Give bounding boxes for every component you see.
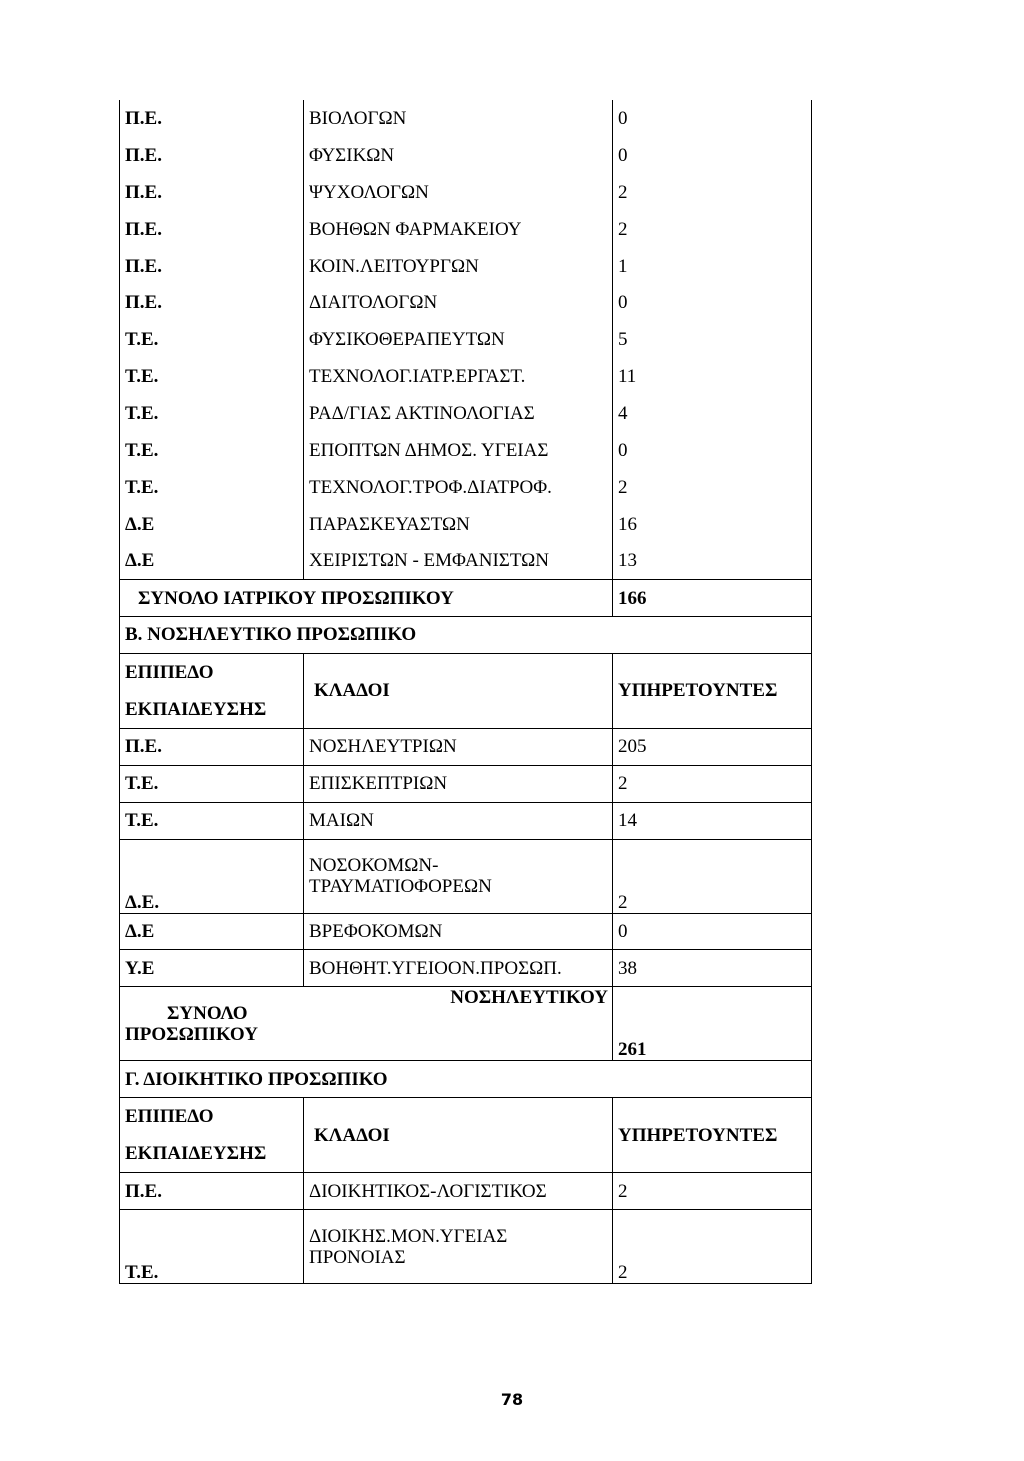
branch-cell: ΤΕΧΝΟΛΟΓ.ΙΑΤΡ.ΕΡΓΑΣΤ. — [304, 358, 613, 395]
branch-line2: ΤΡΑΥΜΑΤΙΟΦΟΡΕΩΝ — [309, 876, 492, 898]
level-cell: Τ.Ε. — [120, 395, 304, 432]
medical-total-row — [120, 580, 812, 617]
page-number: 78 — [500, 1390, 524, 1409]
branch-line2: ΠΡΟΝΟΙΑΣ — [309, 1246, 406, 1268]
table-row — [120, 469, 812, 506]
count-cell: 2 — [613, 839, 812, 913]
count-cell: 13 — [613, 543, 812, 580]
count-cell: 2 — [613, 1210, 812, 1284]
total-word3: ΠΡΟΣΩΠΙΚΟΥ — [125, 1023, 258, 1045]
count-cell: 5 — [613, 321, 812, 358]
table-row — [120, 284, 812, 321]
table-row — [120, 950, 812, 987]
total-word1: ΣΥΝΟΛΟ — [167, 1002, 248, 1024]
level-cell: Π.Ε. — [120, 1173, 304, 1210]
branch-cell: ΜΑΙΩΝ — [304, 802, 613, 839]
count-cell: 0 — [613, 284, 812, 321]
count-header: ΥΠΗΡΕΤΟΥΝΤΕΣ — [613, 653, 812, 728]
count-cell: 2 — [613, 765, 812, 802]
section-title-row — [120, 1061, 812, 1098]
count-header: ΥΠΗΡΕΤΟΥΝΤΕΣ — [613, 1098, 812, 1173]
level-cell: Δ.Ε — [120, 506, 304, 543]
table-row — [120, 839, 812, 913]
level-header-line1: ΕΠΙΠΕΔΟ — [125, 661, 214, 683]
count-cell: 205 — [613, 728, 812, 765]
count-cell: 2 — [613, 174, 812, 211]
table-row — [120, 174, 812, 211]
medical-total-label: ΣΥΝΟΛΟ ΙΑΤΡΙΚΟΥ ΠΡΟΣΩΠΙΚΟΥ — [120, 580, 613, 617]
level-header-line1: ΕΠΙΠΕΔΟ — [125, 1106, 214, 1128]
level-header — [120, 653, 304, 728]
count-cell: 2 — [613, 1173, 812, 1210]
level-cell: Π.Ε. — [120, 248, 304, 285]
branch-cell — [304, 1210, 613, 1284]
table-row — [120, 543, 812, 580]
branch-cell: ΠΑΡΑΣΚΕΥΑΣΤΩΝ — [304, 506, 613, 543]
level-cell: Π.Ε. — [120, 174, 304, 211]
branch-cell: ΨΥΧΟΛΟΓΩΝ — [304, 174, 613, 211]
branch-cell: ΦΥΣΙΚΩΝ — [304, 137, 613, 174]
level-cell: Π.Ε. — [120, 137, 304, 174]
total-word2: ΝΟΣΗΛΕΥΤΙΚΟΥ — [450, 987, 608, 1009]
level-cell: Π.Ε. — [120, 100, 304, 137]
branch-cell: ΔΙΑΙΤΟΛΟΓΩΝ — [304, 284, 613, 321]
table-row — [120, 321, 812, 358]
branch-cell: ΒΟΗΘΩΝ ΦΑΡΜΑΚΕΙΟΥ — [304, 211, 613, 248]
count-cell: 38 — [613, 950, 812, 987]
level-cell: Δ.Ε — [120, 913, 304, 950]
branch-cell: ΝΟΣΗΛΕΥΤΡΙΩΝ — [304, 728, 613, 765]
level-header-line2: ΕΚΠΑΙΔΕΥΣΗΣ — [125, 698, 267, 720]
table-row — [120, 137, 812, 174]
table-header-row — [120, 1098, 812, 1173]
level-cell: Τ.Ε. — [120, 432, 304, 469]
nursing-section-title: Β. ΝΟΣΗΛΕΥΤΙΚΟ ΠΡΟΣΩΠΙΚΟ — [120, 616, 812, 653]
nursing-total-value: 261 — [613, 987, 812, 1061]
branch-cell: ΒΡΕΦΟΚΟΜΩΝ — [304, 913, 613, 950]
branch-cell: ΡΑΔ/ΓΙΑΣ ΑΚΤΙΝΟΛΟΓΙΑΣ — [304, 395, 613, 432]
level-cell: Δ.Ε — [120, 543, 304, 580]
level-cell: Δ.Ε. — [120, 839, 304, 913]
table-row — [120, 1173, 812, 1210]
branch-header: ΚΛΑΔΟΙ — [304, 1098, 613, 1173]
level-cell: Τ.Ε. — [120, 802, 304, 839]
staff-table — [119, 100, 812, 1284]
count-cell: 1 — [613, 248, 812, 285]
count-cell: 2 — [613, 211, 812, 248]
count-cell: 11 — [613, 358, 812, 395]
level-cell: Υ.Ε — [120, 950, 304, 987]
branch-cell: ΕΠΙΣΚΕΠΤΡΙΩΝ — [304, 765, 613, 802]
branch-cell: ΦΥΣΙΚΟΘΕΡΑΠΕΥΤΩΝ — [304, 321, 613, 358]
level-cell: Τ.Ε. — [120, 321, 304, 358]
level-cell: Τ.Ε. — [120, 469, 304, 506]
staff-table-body — [120, 100, 812, 1284]
branch-cell: ΒΟΗΘΗΤ.ΥΓΕΙΟΟΝ.ΠΡΟΣΩΠ. — [304, 950, 613, 987]
count-cell: 0 — [613, 432, 812, 469]
table-row — [120, 100, 812, 137]
count-cell: 0 — [613, 100, 812, 137]
branch-cell: ΧΕΙΡΙΣΤΩΝ - ΕΜΦΑΝΙΣΤΩΝ — [304, 543, 613, 580]
branch-cell: ΤΕΧΝΟΛΟΓ.ΤΡΟΦ.ΔΙΑΤΡΟΦ. — [304, 469, 613, 506]
level-cell: Π.Ε. — [120, 284, 304, 321]
count-cell: 0 — [613, 913, 812, 950]
level-cell: Π.Ε. — [120, 211, 304, 248]
branch-cell: ΚΟΙΝ.ΛΕΙΤΟΥΡΓΩΝ — [304, 248, 613, 285]
table-row — [120, 395, 812, 432]
level-cell: Τ.Ε. — [120, 358, 304, 395]
count-cell: 16 — [613, 506, 812, 543]
table-row — [120, 432, 812, 469]
table-row — [120, 211, 812, 248]
count-cell: 0 — [613, 137, 812, 174]
table-row — [120, 913, 812, 950]
count-cell: 14 — [613, 802, 812, 839]
branch-cell — [304, 839, 613, 913]
nursing-total-label — [120, 987, 304, 1061]
count-cell: 4 — [613, 395, 812, 432]
table-row — [120, 765, 812, 802]
branch-cell: ΕΠΟΠΤΩΝ ΔΗΜΟΣ. ΥΓΕΙΑΣ — [304, 432, 613, 469]
branch-cell: ΔΙΟΙΚΗΤΙΚΟΣ-ΛΟΓΙΣΤΙΚΟΣ — [304, 1173, 613, 1210]
table-row — [120, 358, 812, 395]
section-title-row — [120, 616, 812, 653]
count-cell: 2 — [613, 469, 812, 506]
level-cell: Τ.Ε. — [120, 1210, 304, 1284]
nursing-total-mid — [304, 987, 613, 1061]
branch-line1: ΝΟΣΟΚΟΜΩΝ- — [309, 855, 439, 877]
nursing-total-row — [120, 987, 812, 1061]
table-row — [120, 802, 812, 839]
level-cell: Τ.Ε. — [120, 765, 304, 802]
table-header-row — [120, 653, 812, 728]
table-row — [120, 506, 812, 543]
branch-line1: ΔΙΟΙΚΗΣ.ΜΟΝ.ΥΓΕΙΑΣ — [309, 1225, 508, 1247]
level-header-line2: ΕΚΠΑΙΔΕΥΣΗΣ — [125, 1143, 267, 1165]
table-row — [120, 728, 812, 765]
branch-header: ΚΛΑΔΟΙ — [304, 653, 613, 728]
medical-total-value: 166 — [613, 580, 812, 617]
admin-section-title: Γ. ΔΙΟΙΚΗΤΙΚΟ ΠΡΟΣΩΠΙΚΟ — [120, 1061, 812, 1098]
level-header — [120, 1098, 304, 1173]
branch-cell: ΒΙΟΛΟΓΩΝ — [304, 100, 613, 137]
table-row — [120, 1210, 812, 1284]
table-row — [120, 248, 812, 285]
level-cell: Π.Ε. — [120, 728, 304, 765]
